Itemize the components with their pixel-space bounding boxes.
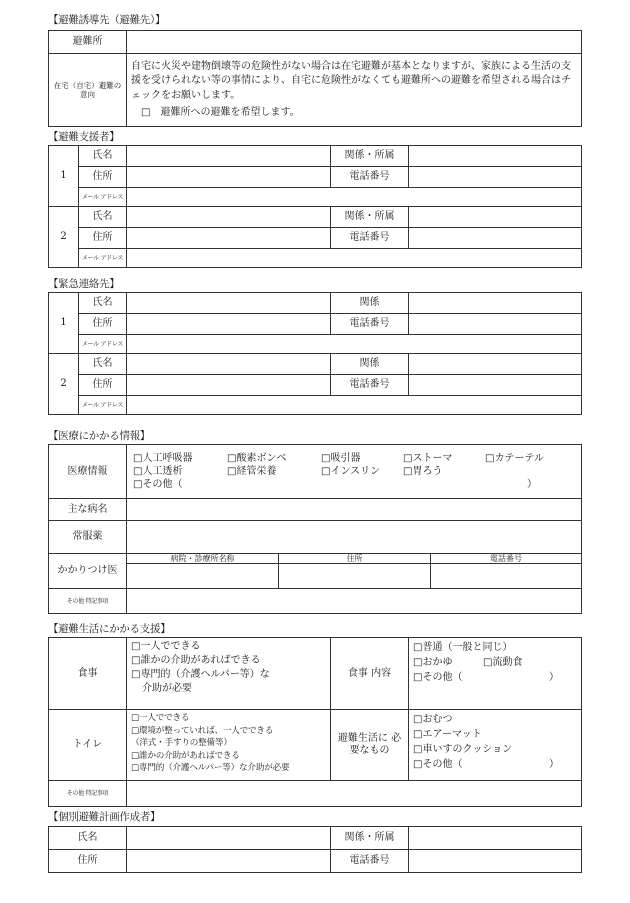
medical-table <box>48 444 582 614</box>
evac-heading: 【避難誘導先（避難先）】 <box>48 14 166 26</box>
meal-content-other-close: ） <box>549 672 559 683</box>
shelter-field[interactable] <box>127 31 582 54</box>
shelter-label: 避難所 <box>49 31 127 54</box>
supporter-2-rel-field[interactable] <box>409 207 582 228</box>
meal-content-label: 食事 内容 <box>331 638 409 710</box>
toilet-cell <box>127 710 331 781</box>
medical-remarks-label: その他 特記事項 <box>49 589 127 614</box>
emergency-2-rel-field[interactable] <box>409 354 582 375</box>
meal-opt-alone[interactable]: □一人でできる <box>131 641 201 652</box>
emergency-2-mail-label: メール アドレス <box>79 396 127 415</box>
medical-other-close: ） <box>527 479 537 490</box>
doctor-tel-field[interactable] <box>431 564 582 589</box>
check-catheter[interactable]: □カテーテル <box>485 453 544 464</box>
emergency-2-mail-field[interactable] <box>127 396 582 415</box>
needs-cell <box>409 710 582 781</box>
supporter-2-addr-label: 住所 <box>79 228 127 249</box>
needs-cushion[interactable]: □車いすのクッション <box>413 744 513 755</box>
life-table <box>48 637 582 807</box>
toilet-opt-environment[interactable]: □環境が整っていれば、一人でできる <box>131 725 274 736</box>
supporter-1-rel-label: 関係・所属 <box>331 146 409 167</box>
doctor-hospital-field[interactable] <box>127 564 279 589</box>
supporter-1-name-label: 氏名 <box>79 146 127 167</box>
supporter-heading: 【避難支援者】 <box>48 131 120 143</box>
evac-table <box>48 30 582 127</box>
emergency-1-name-label: 氏名 <box>79 293 127 314</box>
creator-rel-field[interactable] <box>409 827 582 850</box>
home-evac-label: 在宅（自宅）避難の意向 <box>49 54 127 127</box>
check-oxygen[interactable]: □酸素ボンベ <box>227 453 287 464</box>
supporter-2-num: 2 <box>49 207 79 268</box>
doctor-address-field[interactable] <box>279 564 431 589</box>
emergency-1-addr-label: 住所 <box>79 314 127 335</box>
creator-table <box>48 826 582 873</box>
creator-addr-field[interactable] <box>127 850 331 873</box>
needs-other-close: ） <box>549 759 559 770</box>
emergency-2-name-field[interactable] <box>127 354 331 375</box>
emergency-1-rel-field[interactable] <box>409 293 582 314</box>
toilet-opt-environment-cont: （洋式・手すりの整備等） <box>131 738 232 748</box>
doctor-col-hospital: 病院・診療所名称 <box>127 554 279 564</box>
supporter-2-rel-label: 関係・所属 <box>331 207 409 228</box>
check-respirator[interactable]: □人工呼吸器 <box>133 453 193 464</box>
emergency-2-addr-field[interactable] <box>127 375 331 396</box>
medical-remarks-field[interactable] <box>127 589 582 614</box>
needs-other[interactable]: □その他（ <box>413 759 463 770</box>
creator-addr-label: 住所 <box>49 850 127 873</box>
medical-info-label: 医療情報 <box>49 445 127 499</box>
toilet-label: トイレ <box>49 710 127 781</box>
needs-air-mat[interactable]: □エアーマット <box>413 729 482 740</box>
toilet-opt-alone[interactable]: □一人でできる <box>131 713 190 723</box>
supporter-1-mail-label: メール アドレス <box>79 188 127 207</box>
meal-label: 食事 <box>49 638 127 710</box>
check-insulin[interactable]: □インスリン <box>321 466 381 477</box>
supporter-1-addr-label: 住所 <box>79 167 127 188</box>
check-suction[interactable]: □吸引器 <box>321 453 361 464</box>
disease-label: 主な病名 <box>49 499 127 521</box>
emergency-1-addr-field[interactable] <box>127 314 331 335</box>
toilet-opt-professional[interactable]: □専門的（介護ヘルパー等）な介助が必要 <box>131 763 290 773</box>
emergency-1-mail-field[interactable] <box>127 335 582 354</box>
doctor-col-tel: 電話番号 <box>431 554 582 564</box>
supporter-2-tel-field[interactable] <box>409 228 582 249</box>
needs-label: 避難生活に 必要なもの <box>331 710 409 781</box>
emergency-2-tel-label: 電話番号 <box>331 375 409 396</box>
creator-name-field[interactable] <box>127 827 331 850</box>
meal-opt-professional[interactable]: □専門的（介護ヘルパー等）な <box>131 669 270 680</box>
emergency-2-tel-field[interactable] <box>409 375 582 396</box>
disease-field[interactable] <box>127 499 582 521</box>
toilet-opt-assist[interactable]: □誰かの介助があればできる <box>131 750 240 761</box>
meal-opt-assist[interactable]: □誰かの介助があればできる <box>131 655 261 666</box>
emergency-1-tel-field[interactable] <box>409 314 582 335</box>
emergency-2-num: 2 <box>49 354 79 415</box>
check-dialysis[interactable]: □人工透析 <box>133 466 183 477</box>
supporter-2-name-label: 氏名 <box>79 207 127 228</box>
drug-label: 常服薬 <box>49 521 127 554</box>
meal-content-cell <box>409 638 582 710</box>
supporter-table <box>48 145 582 268</box>
doctor-label: かかりつけ医 <box>49 554 127 589</box>
supporter-1-rel-field[interactable] <box>409 146 582 167</box>
life-heading: 【避難生活にかかる支援】 <box>48 623 171 635</box>
emergency-1-num: 1 <box>49 293 79 354</box>
supporter-1-name-field[interactable] <box>127 146 331 167</box>
shelter-request-checkbox[interactable]: □ 避難所への避難を希望します。 <box>141 107 300 118</box>
supporter-1-tel-label: 電話番号 <box>331 167 409 188</box>
supporter-1-mail-field[interactable] <box>127 188 582 207</box>
emergency-1-rel-label: 関係 <box>331 293 409 314</box>
home-evac-note: 自宅に火災や建物倒壊等の危険性がない場合は在宅避難が基本となりますが、家族による生活の支援を受けられない等の事情により、自宅に危険性がなくても避難所への避難を希望される場合はチェックをお願いします。 <box>131 60 571 101</box>
meal-cell <box>127 638 331 710</box>
medical-info-cell <box>127 445 582 499</box>
supporter-2-mail-label: メール アドレス <box>79 249 127 268</box>
emergency-1-tel-label: 電話番号 <box>331 314 409 335</box>
supporter-2-name-field[interactable] <box>127 207 331 228</box>
supporter-2-tel-label: 電話番号 <box>331 228 409 249</box>
supporter-2-addr-field[interactable] <box>127 228 331 249</box>
doctor-col-address: 住所 <box>279 554 431 564</box>
check-gastrostomy[interactable]: □胃ろう <box>403 466 443 477</box>
emergency-heading: 【緊急連絡先】 <box>48 278 120 290</box>
needs-diaper[interactable]: □おむつ <box>413 714 453 725</box>
supporter-1-num: 1 <box>49 146 79 207</box>
home-evac-cell <box>127 54 582 127</box>
supporter-2-mail-field[interactable] <box>127 249 582 268</box>
life-remarks-label: その他 特記事項 <box>49 781 127 807</box>
meal-content-other[interactable]: □その他（ <box>413 672 463 683</box>
creator-rel-label: 関係・所属 <box>331 827 409 850</box>
meal-content-normal[interactable]: □普通（一般と同じ） <box>413 642 513 653</box>
creator-tel-field[interactable] <box>409 850 582 873</box>
drug-field[interactable] <box>127 521 582 554</box>
emergency-1-name-field[interactable] <box>127 293 331 314</box>
emergency-table <box>48 292 582 415</box>
supporter-1-tel-field[interactable] <box>409 167 582 188</box>
check-tube-feeding[interactable]: □経管栄養 <box>227 466 277 477</box>
meal-content-porridge[interactable]: □おかゆ <box>413 657 453 668</box>
supporter-1-addr-field[interactable] <box>127 167 331 188</box>
emergency-1-mail-label: メール アドレス <box>79 335 127 354</box>
creator-tel-label: 電話番号 <box>331 850 409 873</box>
emergency-2-rel-label: 関係 <box>331 354 409 375</box>
meal-opt-professional-cont: 介助が必要 <box>142 683 192 694</box>
medical-heading: 【医療にかかる情報】 <box>48 430 150 442</box>
meal-content-liquid[interactable]: □流動食 <box>483 657 523 668</box>
creator-heading: 【個別避難計画作成者】 <box>48 811 161 823</box>
emergency-2-name-label: 氏名 <box>79 354 127 375</box>
check-stoma[interactable]: □ストーマ <box>403 453 453 464</box>
emergency-2-addr-label: 住所 <box>79 375 127 396</box>
check-medical-other[interactable]: □その他（ <box>133 479 183 490</box>
life-remarks-field[interactable] <box>127 781 582 807</box>
creator-name-label: 氏名 <box>49 827 127 850</box>
